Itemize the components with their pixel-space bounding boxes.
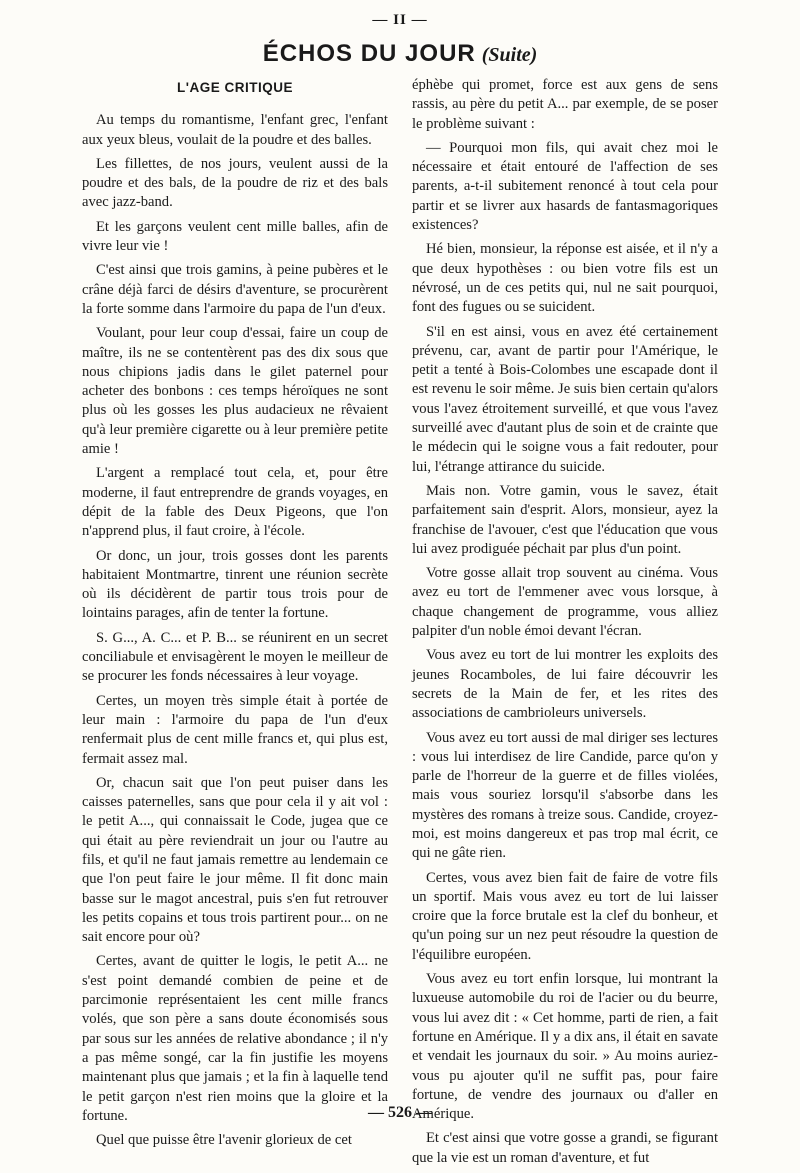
paragraph: Quel que puisse être l'avenir glorieux de cet [96,1132,352,1149]
article-subtitle: L'AGE CRITIQUE [177,80,293,95]
page-number-top: — II — [372,12,428,28]
paragraph: Vous avez eu tort enfin lorsque, lui montrant la luxueuse automobile du roi de l'acier ou du beurre, vous lui avez dit : « Cet homme, parti de rien, a fait fortune en Amérique. Il y a dix ans, il était en savate et vendait les journaux du soir. » Au moins auriez-vous pu ajouter qu'il ne suffit pas, pour faire fortune, de vendre des journaux ou d'aller en Amérique. [412,971,718,1123]
paragraph: — Pourquoi mon fils, qui avait chez moi le nécessaire et était entouré de l'affection de ses parents, a-t-il subitement renoncé à tout cela pour partir et se livrer aux hasards de fantasmagoriques existences? [412,139,718,234]
paragraph: Certes, un moyen très simple était à portée de leur main : l'armoire du papa de l'un d'eux renfermait plus de cent mille francs et, qui plus est, fermait assez mal. [82,692,388,767]
section-header [0,40,800,68]
paragraph: Mais non. Votre gamin, vous le savez, était parfaitement sain d'esprit. Alors, monsieur, ayez la franchise de l'avouer, c'est que l'éducation que vous lui avez prodiguée péchait par plus d'un point. [412,482,718,557]
paragraph: Or, chacun sait que l'on peut puiser dans les caisses paternelles, sans que pour cela il y ait vol : le petit A..., qui connaissait le Code, jugea que ce qui était au père reviendrait un jour ou l'autre au fils, et qu'il ne faut jamais remettre au lendemain ce que l'on peut faire le jour même. Il fit donc main basse sur le magot ancestral, puis s'en fut retrouver les petits copains et tous trois partirent pour... on ne sait encore pour où? [82,774,388,946]
paragraph: Certes, vous avez bien fait de faire de votre fils un sportif. Mais vous avez eu tort de lui laisser croire que la force brutale est la clef du bonheur, et qu'un poing sur un nez peut résoudre la question de l'équilibre européen. [412,869,718,963]
paragraph: L'argent a remplacé tout cela, et, pour être moderne, il faut entreprendre de grands voyages, en dépit de la fable des Deux Pigeons, que l'on n'apprend plus, il faut croire, à l'école. [82,465,388,540]
paragraph: Voulant, pour leur coup d'essai, faire un coup de maître, ils ne se contentèrent pas des dix sous que nous chipions jadis dans le gilet paternel pour acheter des bonbons : ces temps héroïques ne sont plus où les gosses les plus audacieux ne rêvaient qu'à leur première cigarette ou à leur première petite amie ! [82,325,388,458]
paragraph: Or donc, un jour, trois gosses dont les parents habitaient Montmartre, tinrent une réunion secrète où ils décidèrent de partir tous trois pour de lointains parages, afin de tenter la fortune. [82,547,388,622]
paragraph: Hé bien, monsieur, la réponse est aisée, et il n'y a que deux hypothèses : ou bien votre fils est un névrosé, un de ces petits qui, nul ne sait pourquoi, font des fugues ou se suicident. [412,241,718,316]
paragraph: Vous avez eu tort de lui montrer les exploits des jeunes Rocamboles, de lui faire découvrir les secrets de la Main de fer, et les rites des associations de cambrioleurs universels. [412,647,718,722]
paragraph: éphèbe qui promet, force est aux gens de sens rassis, au père du petit A... par exemple, de se poser le problème suivant : [412,77,718,132]
paragraph: S. G..., A. C... et P. B... se réunirent en un secret conciliabule et envisagèrent le moyen le meilleur de se procurer les fonds nécessaires à leur voyage. [82,629,388,685]
paragraph: S'il en est ainsi, vous en avez été certainement prévenu, car, avant de partir pour l'Amérique, le petit a tenté à Bois-Colombes une escapade dont il est revenu le soir même. Je suis bien certain qu'alors vous l'avez étroitement surveillé, et que vous l'avez surveillé avec d'autant plus de soin et de crainte que le médecin qui le soigne vous a fait redouter, pour lui, l'étrange attirance du suicide. [412,323,718,475]
paragraph: Et c'est ainsi que votre gosse a grandi, se figurant que la vie est un roman d'aventure, et fut [412,1130,718,1166]
paragraph: Au temps du romantisme, l'enfant grec, l'enfant aux yeux bleus, voulait de la poudre et des balles. [82,112,388,148]
paragraph: Les fillettes, de nos jours, veulent aussi de la poudre et des bals, de la poudre de riz et des bals avec jazz-band. [82,155,388,211]
paragraph: Vous avez eu tort aussi de mal diriger ses lectures : vous lui interdisez de lire Candide, parce qu'on y parle de l'horreur de la guerre et de filles violées, mais vous souriez lorsqu'il s'absorbe dans les mystères des romans à treize sous. Candide, croyez-moi, est moins dangereux et pas trop mal écrit, ce qui ne gâte rien. [412,729,718,862]
section-title-suffix: (Suite) [481,44,538,66]
paragraph: Certes, avant de quitter le logis, le petit A... ne s'est point demandé combien de peine et de parcimonie représentaient les cent mille francs volés, que son père a sans doute économisés sous par sous sur les années de relative abondance ; il n'y a pas même songé, car la fin justifie les moyens maintenant plus que jamais ; et la fin à laquelle tend le petit garçon n'est rien moins que la gloire et la fortune. [82,953,388,1124]
paragraph: Et les garçons veulent cent mille balles, afin de vivre leur vie ! [82,218,388,255]
right-column [412,76,718,1173]
paragraph: C'est ainsi que trois gamins, à peine pubères et le crâne déjà farci de désirs d'aventure, se procurèrent la forte somme dans l'armoire du papa de l'un d'eux. [82,262,388,317]
section-title: ÉCHOS DU JOUR [262,40,476,67]
paragraph: Votre gosse allait trop souvent au cinéma. Vous avez eu tort de l'emmener avec vous lorsque, à chaque changement de programme, vous alliez palpiter d'un noble émoi devant l'écran. [412,565,718,640]
left-column [82,78,388,1155]
page-number-bottom: — 526 — [368,1104,432,1121]
